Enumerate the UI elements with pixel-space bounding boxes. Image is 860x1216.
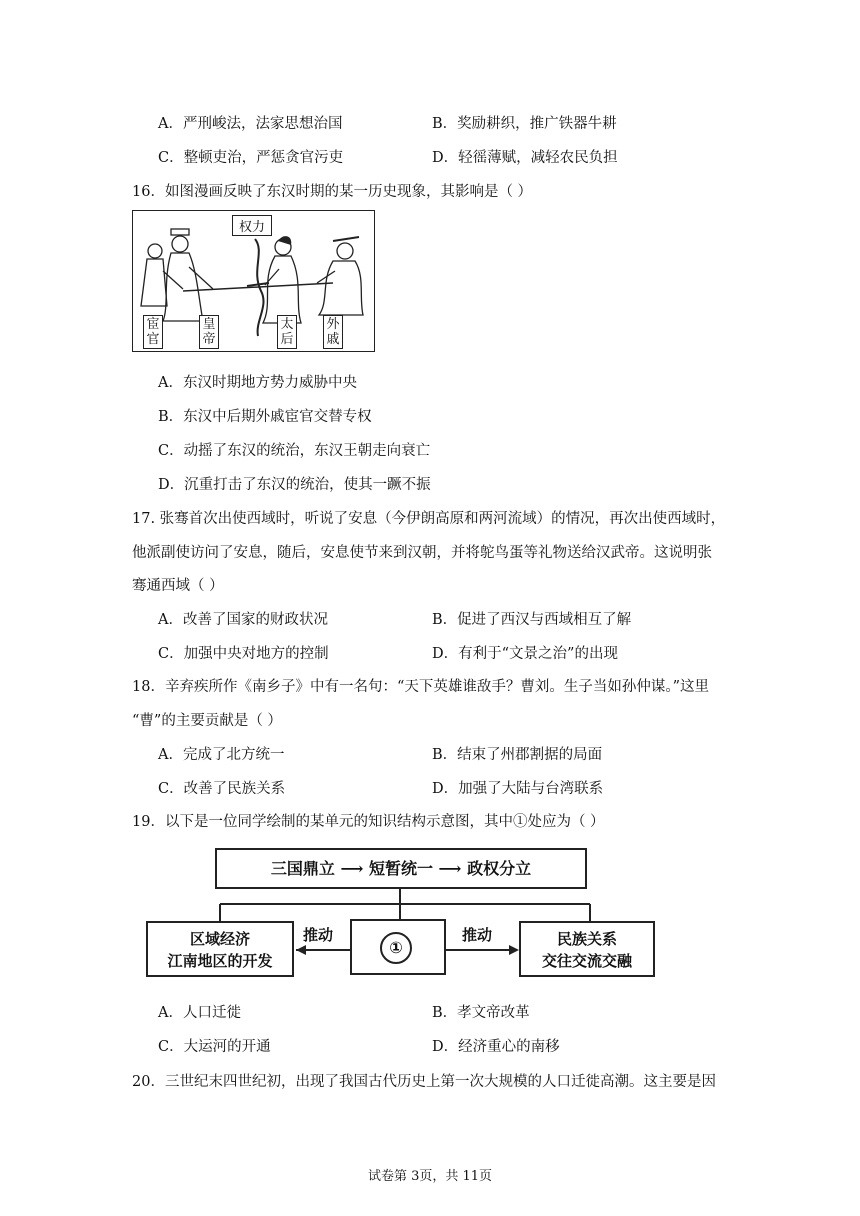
q19-option-a: A．人口迁徙	[158, 1005, 241, 1021]
diagram-left-line2: 江南地区的开发	[167, 952, 273, 970]
q17-option-c: C．加强中央对地方的控制	[158, 646, 329, 662]
q17-stem-line1: 17. 张骞首次出使西域时，听说了安息（今伊朗高原和两河流域）的情况，再次出使西域时，	[132, 511, 726, 527]
q20-stem-line1: 20．三世纪末四世纪初，出现了我国古代历史上第一次大规模的人口迁徙高潮。这主要是因	[132, 1074, 716, 1090]
diagram-top-box: 三国鼎立 ⟶ 短暂统一 ⟶ 政权分立	[215, 848, 587, 889]
q16-option-d: D．沉重打击了东汉的统治，使其一蹶不振	[158, 477, 431, 493]
q17-stem-line2: 他派副使访问了安息，随后，安息使节来到汉朝，并将鸵鸟蛋等礼物送给汉武帝。这说明张	[132, 545, 712, 561]
q16-option-c: C．动摇了东汉的统治，东汉王朝走向衰亡	[158, 443, 431, 459]
q18-option-d: D．加强了大陆与台湾联系	[432, 781, 604, 797]
q17-option-a: A．改善了国家的财政状况	[158, 612, 328, 628]
q16-stem: 16．如图漫画反映了东汉时期的某一历史现象，其影响是（ ）	[132, 184, 533, 200]
q18-stem-line1: 18．辛弃疾所作《南乡子》中有一名句：“天下英雄谁敌手？曹刘。生子当如孙仲谋。”这里	[132, 679, 710, 695]
label-empress-dowager: 太后	[277, 315, 297, 349]
q19-stem: 19．以下是一位同学绘制的某单元的知识结构示意图，其中①处应为（ ）	[132, 814, 605, 830]
diagram-right-line2: 交往交流交融	[541, 952, 632, 970]
q17-stem-line3: 骞通西域（ ）	[132, 578, 224, 594]
q16-option-b: B．东汉中后期外戚宦官交替专权	[158, 409, 372, 425]
label-emperor: 皇帝	[199, 315, 219, 349]
q18-option-b: B．结束了州郡割据的局面	[432, 747, 603, 763]
label-eunuch: 宦官	[143, 315, 163, 349]
q19-option-b: B．孝文帝改革	[432, 1005, 530, 1021]
arrow-label-left: 推动	[303, 926, 334, 944]
q15-option-a: A．严刑峻法，法家思想治国	[158, 116, 343, 132]
diagram-right-line1: 民族关系	[556, 930, 617, 948]
diagram-left-box	[146, 921, 294, 977]
label-consort-kin: 外戚	[323, 315, 343, 349]
q15-option-b: B．奖励耕织，推广铁器牛耕	[432, 116, 617, 132]
q18-option-c: C．改善了民族关系	[158, 781, 286, 797]
q18-stem-line2: “曹”的主要贡献是（ ）	[132, 713, 282, 729]
arrow-label-right: 推动	[462, 926, 493, 944]
diagram-left-line1: 区域经济	[189, 930, 250, 948]
power-label: 权力	[232, 215, 272, 236]
q18-option-a: A．完成了北方统一	[158, 747, 285, 763]
q17-option-b: B．促进了西汉与西域相互了解	[432, 612, 632, 628]
q19-option-d: D．经济重心的南移	[432, 1039, 560, 1055]
q17-option-d: D．有利于“文景之治”的出现	[432, 646, 618, 662]
q16-option-a: A．东汉时期地方势力威胁中央	[158, 375, 357, 391]
diagram-blank-marker: ①	[380, 932, 412, 964]
page-footer: 试卷第 3页，共 11页	[367, 1169, 493, 1184]
diagram-right-box	[519, 921, 655, 977]
q15-option-d: D．轻徭薄赋，减轻农民负担	[432, 150, 618, 166]
q19-option-c: C．大运河的开通	[158, 1039, 271, 1055]
q15-option-c: C．整顿吏治，严惩贪官污吏	[158, 150, 344, 166]
